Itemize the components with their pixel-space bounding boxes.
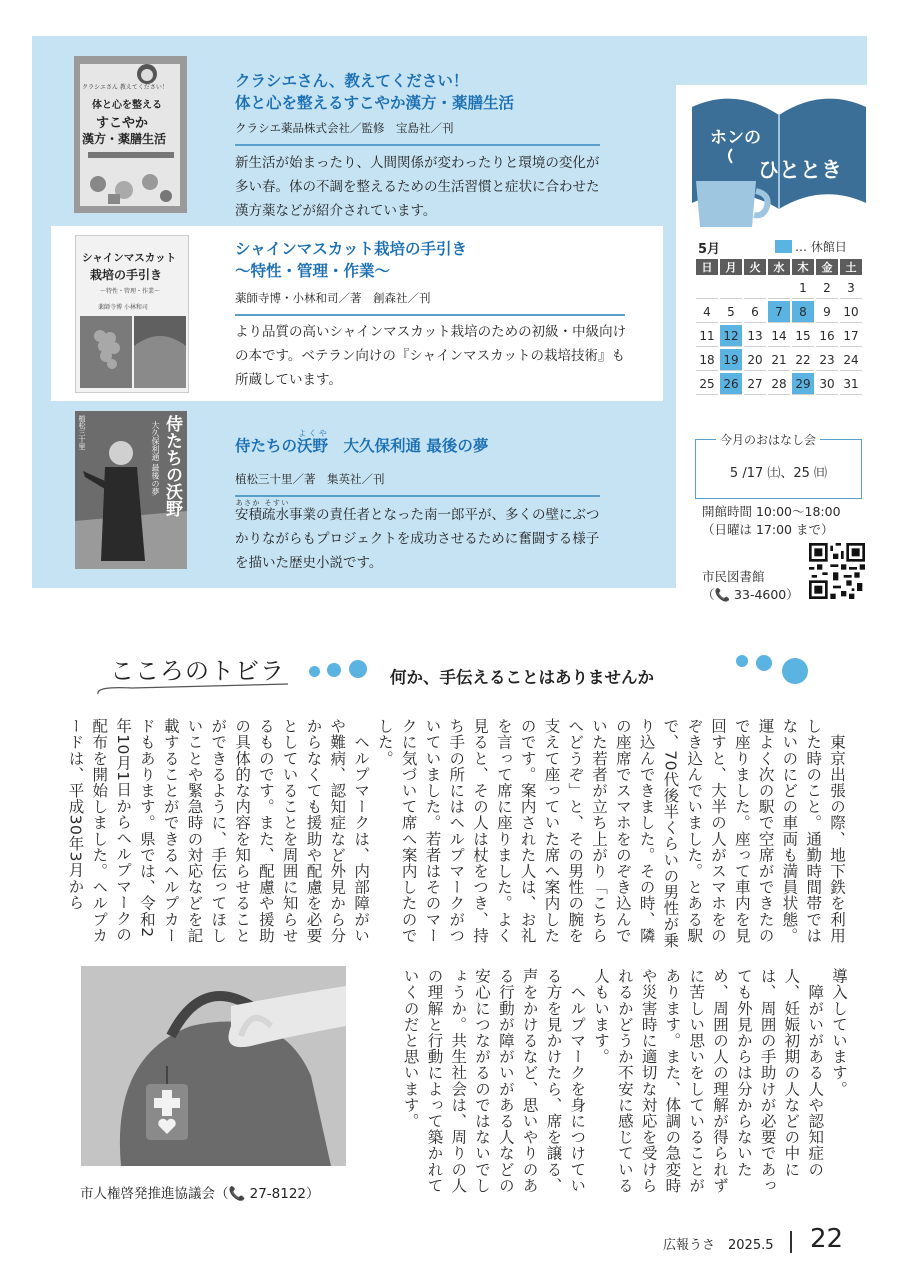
story-time-box [695, 433, 862, 499]
page-number: 22 [810, 1224, 844, 1254]
calendar-day: 21 [768, 349, 790, 371]
divider [235, 144, 600, 146]
calendar-day: 29 [792, 373, 814, 395]
ruby-reading: よくや [297, 429, 329, 438]
decorative-dot [309, 666, 320, 677]
calendar-month: 5月 [698, 242, 721, 257]
logo-text: ホンの [710, 128, 761, 148]
calendar-day: 22 [792, 349, 814, 371]
article-body-part2: 導入しています。 障がいがある人や認知症の人、妊娠初期の人などの中には、周囲の手助けが必要であっても外見からは分からないため、周囲の人の理解が得られずに苦しい思いをしていることがあります。また、体調の急変時や災害時に適切な対応を受けられるかどうか不安に感じている人もいます。 ヘルプマークを身につけている方を見かけたら、席を譲る、声をかけるなど、思いやりのある行動が障がいがある人などの安心につながるのではないでしょうか。共生社会は、周りの人の理解と行動によって築かれていくのだと思います。 [401, 968, 848, 1194]
calendar-day: 1 [792, 277, 814, 299]
calendar-day: 16 [816, 325, 838, 347]
calendar-day: 26 [720, 373, 742, 395]
hon-no-hitotoki-logo [676, 85, 882, 235]
decorative-dot [327, 663, 341, 677]
book-cover-kampo[interactable] [74, 56, 187, 213]
calendar-day: 8 [792, 301, 814, 323]
decorative-dot [736, 655, 748, 667]
cover-text: 薬師寺博 小林和司 [98, 304, 148, 311]
book-title-text: 沃野 [297, 437, 329, 455]
book-item-shine-muscat [51, 226, 663, 401]
closed-day-legend [775, 238, 847, 255]
weekday-header: 金 [816, 259, 838, 275]
cover-text: 大久保利通 最後の夢 [151, 421, 160, 496]
book-cover-shine-muscat[interactable] [75, 235, 189, 393]
story-time-dates: 5 /17 ㈯、25 ㈰ [729, 466, 828, 481]
calendar-day: 5 [720, 301, 742, 323]
book-title-line: シャインマスカット栽培の手引き [235, 240, 468, 258]
cover-character [132, 62, 162, 88]
cover-text: 栽培の手引き [90, 268, 163, 282]
calendar-week [696, 373, 862, 395]
book-title[interactable] [235, 429, 488, 457]
calendar-week [696, 277, 862, 299]
decorative-dot [756, 655, 772, 671]
library-info-box [676, 85, 882, 612]
cover-text: クラシエさん 教えてください！ [82, 84, 168, 91]
calendar-day: 25 [696, 373, 718, 395]
book-description [235, 499, 610, 575]
book-description: 新生活が始まったり、人間関係が変わったりと環境の変化が多い春。体の不調を整えるための生活習慣と症状に合わせた漢方薬などが紹介されています。 [235, 155, 600, 219]
book-author: クラシエ薬品株式会社／監修 宝島社／刊 [235, 121, 454, 135]
weekday-header: 土 [840, 259, 862, 275]
cover-photo [134, 316, 186, 388]
book-description: より品質の高いシャインマスカット栽培のための初級・中級向けの本です。ベテラン向けの『シャインマスカットの栽培技術』も所蔵しています。 [235, 324, 627, 388]
opening-hours: 開館時間 10:00～18:00 [702, 504, 841, 519]
calendar-week [696, 301, 862, 323]
book-item-samurai [32, 401, 632, 581]
calendar-day: 2 [816, 277, 838, 299]
calendar-empty-cell [744, 277, 766, 299]
book-title-text: 大久保利通 最後の夢 [328, 437, 489, 455]
calendar-day: 13 [744, 325, 766, 347]
footer-divider [790, 1231, 792, 1253]
logo-text: ひととき [758, 158, 842, 182]
library-phone[interactable]: （📞 33-4600） [702, 587, 799, 602]
backpack-illustration [81, 966, 346, 1166]
cover-text: 漢方・薬膳生活 [82, 132, 167, 146]
photo-caption: 市人権啓発推進協議会（📞 27-8122） [80, 1186, 320, 1202]
sunday-hours: （日曜は 17:00 まで） [702, 522, 834, 537]
calendar-day: 15 [792, 325, 814, 347]
calendar-body [696, 277, 862, 395]
cover-band [88, 152, 174, 158]
calendar-day: 12 [720, 325, 742, 347]
calendar-day: 30 [816, 373, 838, 395]
publication-name: 広報うさ 2025.5 [663, 1238, 774, 1253]
cover-text: すこやか [96, 116, 149, 131]
calendar-week [696, 349, 862, 371]
calendar-day: 9 [816, 301, 838, 323]
book-cover-samurai[interactable] [75, 411, 187, 569]
calendar [694, 257, 864, 397]
story-time-title: 今月のおはなし会 [716, 431, 820, 448]
weekday-header: 月 [720, 259, 742, 275]
calendar-day: 23 [816, 349, 838, 371]
book-item-kampo [32, 48, 632, 226]
calendar-day: 14 [768, 325, 790, 347]
calendar-day: 27 [744, 373, 766, 395]
weekday-header: 日 [696, 259, 718, 275]
calendar-day: 10 [840, 301, 862, 323]
calendar-day: 18 [696, 349, 718, 371]
calendar-day: 6 [744, 301, 766, 323]
help-mark-photo [81, 966, 346, 1166]
calendar-day: 4 [696, 301, 718, 323]
cover-text: 植松三十里 [78, 415, 86, 450]
calendar-header-row [696, 259, 862, 275]
calendar-day: 20 [744, 349, 766, 371]
calendar-day: 3 [840, 277, 862, 299]
article-headline: 何か、手伝えることはありませんか [390, 668, 654, 687]
article-body-part1: 東京出張の際、地下鉄を利用した時のこと。通勤時間帯ではないのにどの車両も満員状態。運よく次の駅で空席ができたので座りました。座って車内を見回すと、大半の人がスマホをのぞき込んでいました。とある駅で、70代後半くらいの男性が乗り込んできました。その時、隣の座席でスマホをのぞき込んでいた若者が立ち上がり「こちらへどうぞ」と、その男性の腕を支えて座っていた席へ案内したのです。案内された人は、お礼を言って席に座りました。よく見ると、その人は杖をつき、持ち手の所にはヘルプマークがついていました。若者はそのマークに気づいて席へ案内したのでした。 ヘルプマークは、内部障がいや難病、認知症など外見から分からなくても援助や配慮を必要としていることを周囲に知らせるものです。また、配慮や援助の具体的な内容を知らせることができるように、手伝ってほしいことや緊急時の対応などを記載することができるヘルプカードもあります。県では、令和2年10月1日からヘルプマークの配布を開始しました。ヘルプカードは、平成30年3月から [66, 718, 846, 949]
calendar-week [696, 325, 862, 347]
book-description-text: 事業の責任者となった南一郎平が、多くの壁にぶつかりながらもプロジェクトを成功させるために奮闘する様子を描いた歴史小説です。 [235, 507, 600, 571]
book-author: 植松三十里／著 集英社／刊 [235, 472, 385, 486]
weekday-header: 木 [792, 259, 814, 275]
book-title-text: 侍たちの [235, 437, 298, 455]
cover-text: シャインマスカット [82, 252, 177, 264]
weekday-header: 水 [768, 259, 790, 275]
book-description-text: 安積疏水 [235, 507, 289, 523]
calendar-day: 7 [768, 301, 790, 323]
book-title-line: ～特性・管理・作業～ [235, 262, 391, 280]
calendar-empty-cell [720, 277, 742, 299]
legend-label: … 休館日 [795, 240, 847, 254]
divider [235, 314, 625, 316]
book-author: 薬師寺博・小林和司／著 創森社／刊 [235, 291, 431, 305]
calendar-day: 28 [768, 373, 790, 395]
book-title-line: クラシエさん、教えてください！ [235, 72, 469, 90]
book-title[interactable] [235, 70, 514, 114]
cover-illustration [84, 164, 176, 206]
calendar-empty-cell [768, 277, 790, 299]
legend-swatch [775, 240, 792, 253]
calendar-day: 31 [840, 373, 862, 395]
decorative-dot [349, 660, 367, 678]
book-title[interactable] [235, 238, 467, 282]
weekday-header: 火 [744, 259, 766, 275]
cover-text: ～特性・管理・作業～ [100, 288, 161, 295]
calendar-day: 17 [840, 325, 862, 347]
ruby-reading: あさか そすい [235, 499, 289, 507]
qr-code[interactable] [809, 543, 865, 599]
calendar-day: 24 [840, 349, 862, 371]
cover-text: 体と心を整える [92, 100, 162, 111]
divider [235, 495, 600, 497]
decorative-dot [782, 658, 808, 684]
calendar-day: 11 [696, 325, 718, 347]
calendar-day: 19 [720, 349, 742, 371]
cover-photo [80, 316, 132, 388]
kokoro-logo: こころのトビラ [110, 657, 285, 685]
calendar-empty-cell [696, 277, 718, 299]
library-name: 市民図書館 [702, 569, 765, 584]
books-panel [32, 36, 867, 602]
book-title-line: 体と心を整えるすこやか漢方・薬膳生活 [235, 94, 515, 112]
cover-text: 侍たちの沃野 [162, 415, 182, 517]
